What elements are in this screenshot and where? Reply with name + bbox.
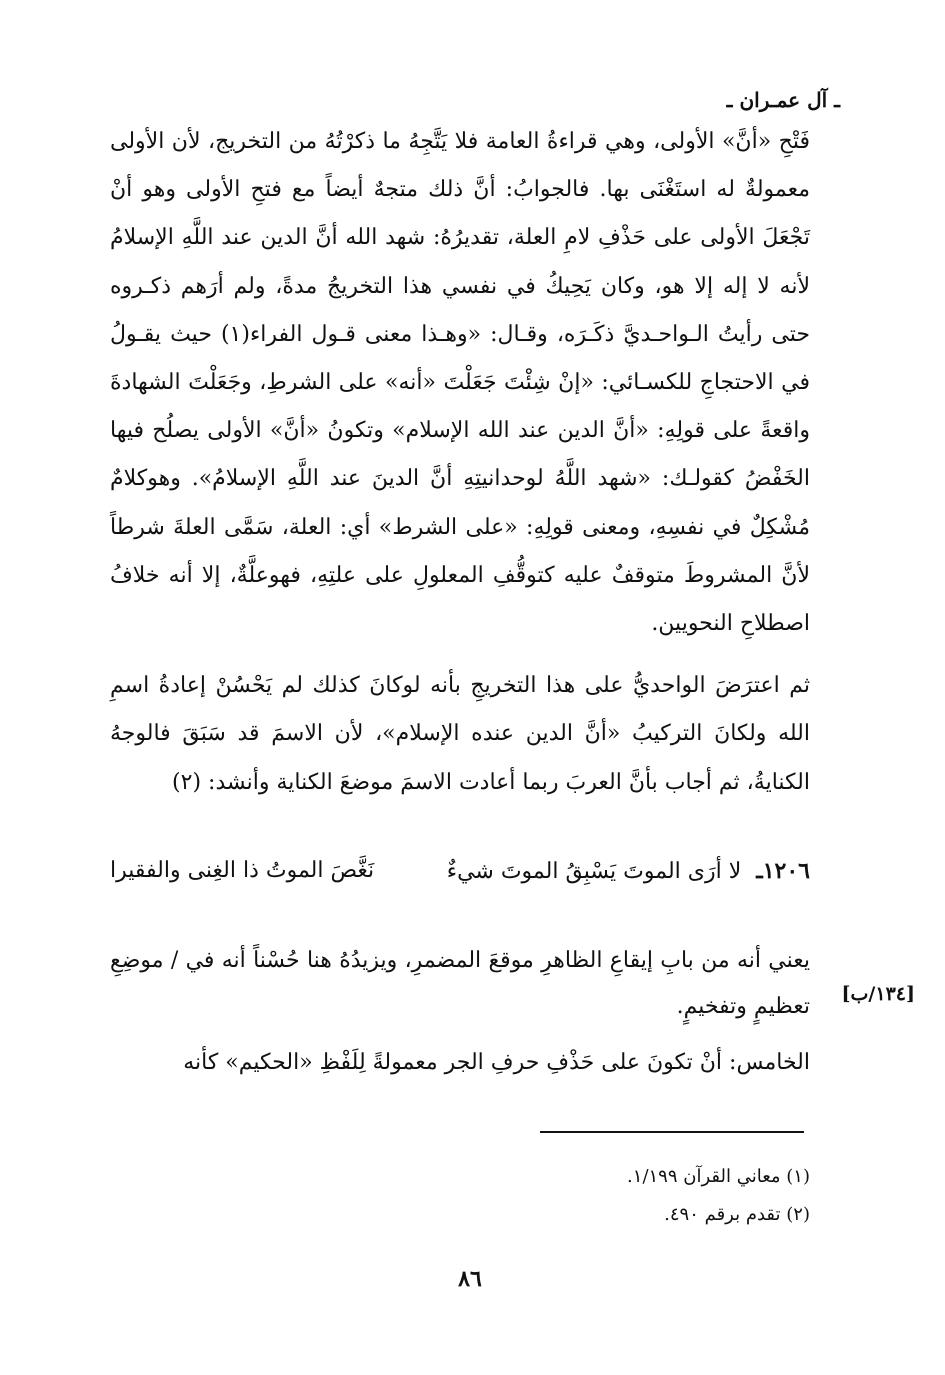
page-number: ٨٦ bbox=[458, 1266, 482, 1292]
footnotes bbox=[110, 1158, 810, 1234]
main-text bbox=[110, 118, 810, 807]
verse-hemistich-2: نَغَّصَ الموتُ ذا الغِنى والفقيرا bbox=[110, 858, 375, 883]
manuscript-folio-ref: [١٣٤/ب] bbox=[841, 983, 915, 1005]
verse-number: ١٢٠٦ـ bbox=[756, 858, 810, 884]
verse-first-half bbox=[447, 858, 810, 884]
running-header: ـ آل عمـران ـ bbox=[726, 88, 840, 112]
footnote-2: (٢) تقدم برقم ٤٩٠. bbox=[664, 1204, 810, 1225]
paragraph-4: الخامس: أنْ تكونَ على حَذْفِ حرفِ الجر معمولةً لِلَفْظِ «الحكيم» كأنه bbox=[183, 1050, 810, 1075]
footnote-separator bbox=[540, 1131, 804, 1133]
paragraph-1: فَتْحِ «أنَّ» الأولى، وهي قراءةُ العامة فلا يَتَّجِهُ ما ذكرْتُهُ من التخريج، لأن الأولى معمولةٌ له استَغْنَى بها. فالجوابُ: أنَّ ذلك متجهٌ أيضاً مع فتحِ الأولى وهو أنْ تَجْعَلَ الأولى على حَذْفِ لامِ العلة، تقديرُهُ: شهد الله أنَّ الدين عند اللَّهِ الإسلامُ لأنه لا إله إلا هو، وكان يَحِيكُ في نفسي هذا التخريجُ مدةً، ولم أرَهم ذكـروه حتى رأيتُ الـواحـديَّ ذكَـرَه، وقـال: «وهـذا معنى قـول الفراء(١) حيث يقـولُ في الاحتجاجِ للكسـائي: «إنْ شِئْتَ جَعَلْتَ «أنه» على الشرطِ، وجَعَلْتَ الشهادةَ واقعةً على قولِهِ: «أنَّ الدين عند الله الإسلام» وتكونُ «أنَّ» الأولى يصلُح فيها الخَفْضُ كقولـك: «شهد اللَّهُ لوحدانيتِهِ أنَّ الدينَ عند اللَّهِ الإسلامُ». وهوكلامٌ مُشْكِلٌ في نفسِهِ، ومعنى قولِهِ: «على الشرط» أي: العلة، سَمَّى العلةَ شرطاً لأنَّ المشروطَ متوقفٌ عليه كتوقُّفِ المعلولِ على علتِهِ، فهوعلَّةٌ، إلا أنه خلافُ اصطلاحِ النحويين. bbox=[110, 129, 810, 637]
verse-hemistich-1: لا أرَى الموتَ يَسْبِقُ الموتَ شيءٌ bbox=[446, 859, 742, 884]
footnote-1: (١) معاني القرآن ١/١٩٩. bbox=[627, 1166, 810, 1187]
poetry-verse bbox=[110, 858, 810, 884]
paragraph-3: يعني أنه من بابِ إيقاعِ الظاهرِ موقعَ المضمرِ، ويزيدُهُ هنا حُسْناً أنه في / موضِعِ تعظيمٍ وتفخيمٍ. bbox=[110, 948, 810, 1019]
paragraph-2: ثم اعترَضَ الواحديُّ على هذا التخريجِ بأنه لوكانَ كذلك لم يَحْسُنْ إعادةُ اسمِ الله ولكانَ التركيبُ «أنَّ الدين عنده الإسلام»، لأن الاسمَ قد سَبَقَ فالوجهُ الكنايةُ، ثم أجاب بأنَّ العربَ ربما أعادت الاسمَ موضعَ الكناية وأنشد: (٢) bbox=[110, 673, 810, 795]
